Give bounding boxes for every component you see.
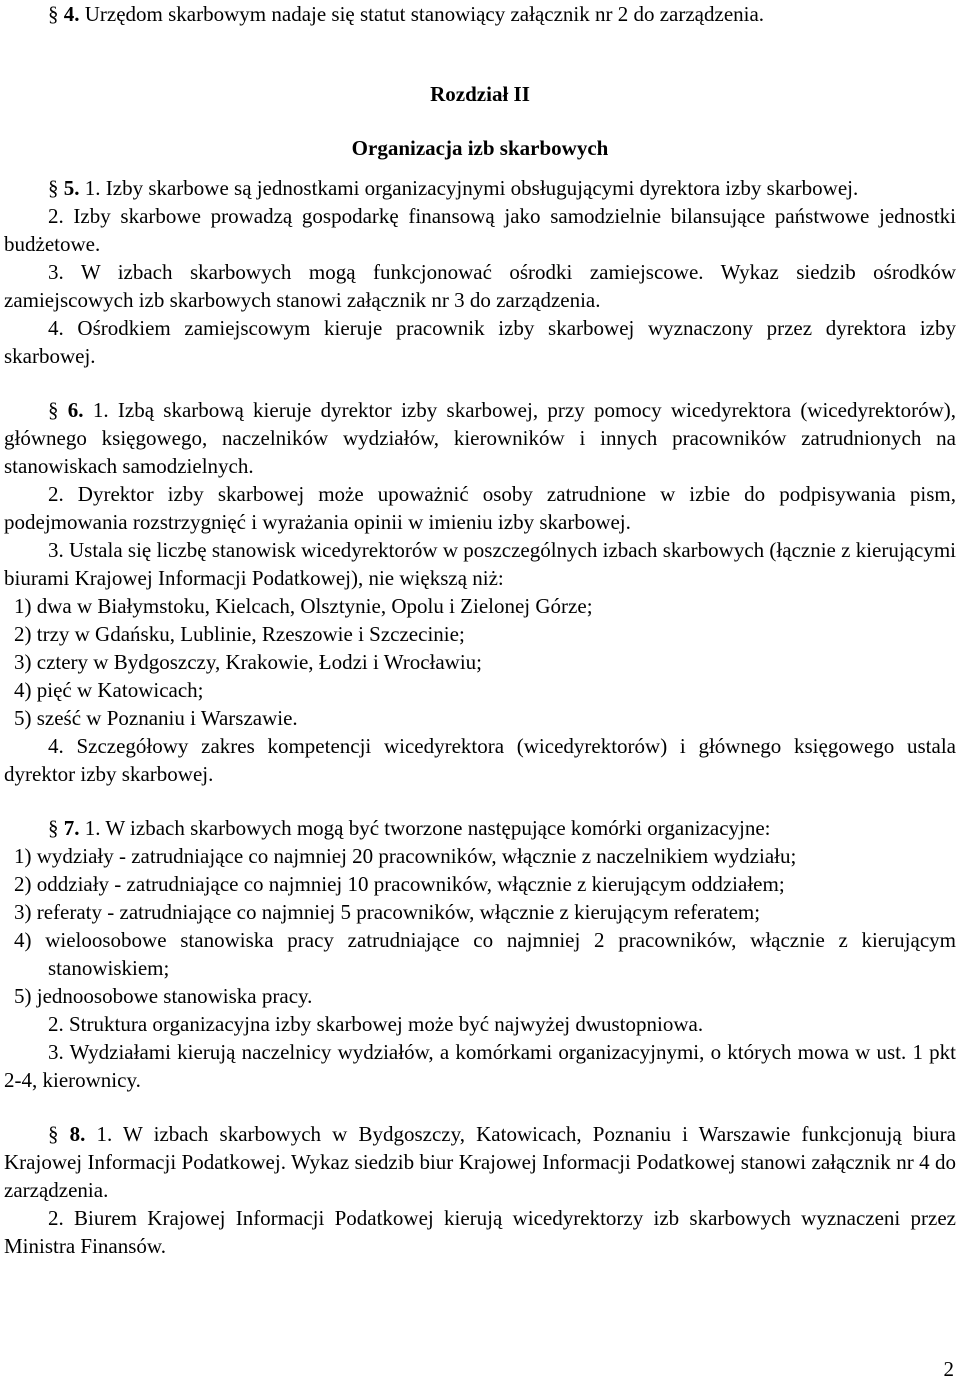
section-8-para-2: 2. Biurem Krajowej Informacji Podatkowej kierują wicedyrektorzy izb skarbowych wyznaczeni przez Ministra Finansów. bbox=[4, 1206, 956, 1258]
list-item: 3) referaty - zatrudniające co najmniej 5 pracowników, włącznie z kierującym referatem; bbox=[14, 900, 761, 924]
section-6-para-2: 2. Dyrektor izby skarbowej może upoważnić osoby zatrudnione w izbie do podpisywania pism, podejmowania rozstrzygnięć i wyrażania opinii w imieniu izby skarbowej. bbox=[4, 482, 956, 534]
section-sign: § bbox=[48, 176, 59, 200]
chapter-title: Organizacja izb skarbowych bbox=[351, 136, 609, 160]
section-5-para-4: 4. Ośrodkiem zamiejscowym kieruje pracownik izby skarbowej wyznaczony przez dyrektora izby skarbowej. bbox=[4, 316, 956, 368]
section-sign: § bbox=[48, 2, 59, 26]
list-item: 2) trzy w Gdańsku, Lublinie, Rzeszowie i Szczecinie; bbox=[14, 622, 465, 646]
section-7-para-2: 2. Struktura organizacyjna izby skarbowej może być najwyżej dwustopniowa. bbox=[48, 1012, 704, 1036]
section-sign: § bbox=[48, 1122, 59, 1146]
list-item: 5) jednoosobowe stanowiska pracy. bbox=[14, 984, 313, 1008]
list-item: 1) dwa w Białymstoku, Kielcach, Olsztynie, Opolu i Zielonej Górze; bbox=[14, 594, 593, 618]
list-item: 4) pięć w Katowicach; bbox=[14, 678, 204, 702]
section-sign: § bbox=[48, 816, 59, 840]
section-6-para-4: 4. Szczegółowy zakres kompetencji wicedyrektora (wicedyrektorów) i głównego księgowego ustala dyrektor izby skarbowej. bbox=[4, 734, 956, 786]
list-item: 1) wydziały - zatrudniające co najmniej 20 pracowników, włącznie z naczelnikiem wydziału; bbox=[14, 844, 797, 868]
section-number: 4. bbox=[63, 2, 80, 26]
section-4: § 4. Urzędom skarbowym nadaje się statut stanowiący załącznik nr 2 do zarządzenia. bbox=[48, 2, 765, 26]
list-item: 3) cztery w Bydgoszczy, Krakowie, Łodzi i Wrocławiu; bbox=[14, 650, 482, 674]
page-number: 2 bbox=[943, 1357, 954, 1381]
section-5-para-3: 3. W izbach skarbowych mogą funkcjonować ośrodki zamiejscowe. Wykaz siedzib ośrodków zamiejscowych izb skarbowych stanowi załącznik nr 3 do zarządzenia. bbox=[4, 260, 956, 312]
section-5-para-2: 2. Izby skarbowe prowadzą gospodarkę finansową jako samodzielnie bilansujące państwowe jednostki budżetowe. bbox=[4, 204, 956, 256]
section-6-para-3: 3. Ustala się liczbę stanowisk wicedyrektorów w poszczególnych izbach skarbowych (łącznie z kierującymi biurami Krajowej Informacji Podatkowej), nie większą niż: bbox=[4, 538, 956, 590]
section-6-para-1: § 6. 1. Izbą skarbową kieruje dyrektor izby skarbowej, przy pomocy wicedyrektora (wicedyrektorów), głównego księgowego, naczelników wydziałów, kierowników i innych pracowników zatrudnionych na stanowiskach samodzielnych. bbox=[4, 398, 956, 478]
chapter-heading: Rozdział II bbox=[430, 82, 530, 106]
list-item: 2) oddziały - zatrudniające co najmniej 10 pracowników, włącznie z kierującym oddziałem; bbox=[14, 872, 785, 896]
section-sign: § bbox=[48, 398, 59, 422]
section-7-para-1: § 7. 1. W izbach skarbowych mogą być tworzone następujące komórki organizacyjne: bbox=[48, 816, 771, 840]
section-5-para-1: § 5. 1. Izby skarbowe są jednostkami organizacyjnymi obsługującymi dyrektora izby skarbowej. bbox=[48, 176, 859, 200]
section-8-para-1: § 8. 1. W izbach skarbowych w Bydgoszczy, Katowicach, Poznaniu i Warszawie funkcjonują biura Krajowej Informacji Podatkowej. Wykaz siedzib biur Krajowej Informacji Podatkowej stanowi załącznik nr 4 do zarządzenia. bbox=[4, 1122, 956, 1202]
list-item: 4) wieloosobowe stanowiska pracy zatrudniające co najmniej 2 pracowników, włącznie z kierującym stanowiskiem; bbox=[14, 928, 956, 980]
section-7-para-3: 3. Wydziałami kierują naczelnicy wydziałów, a komórkami organizacyjnymi, o których mowa w ust. 1 pkt 2-4, kierownicy. bbox=[4, 1040, 956, 1092]
list-item: 5) sześć w Poznaniu i Warszawie. bbox=[14, 706, 298, 730]
